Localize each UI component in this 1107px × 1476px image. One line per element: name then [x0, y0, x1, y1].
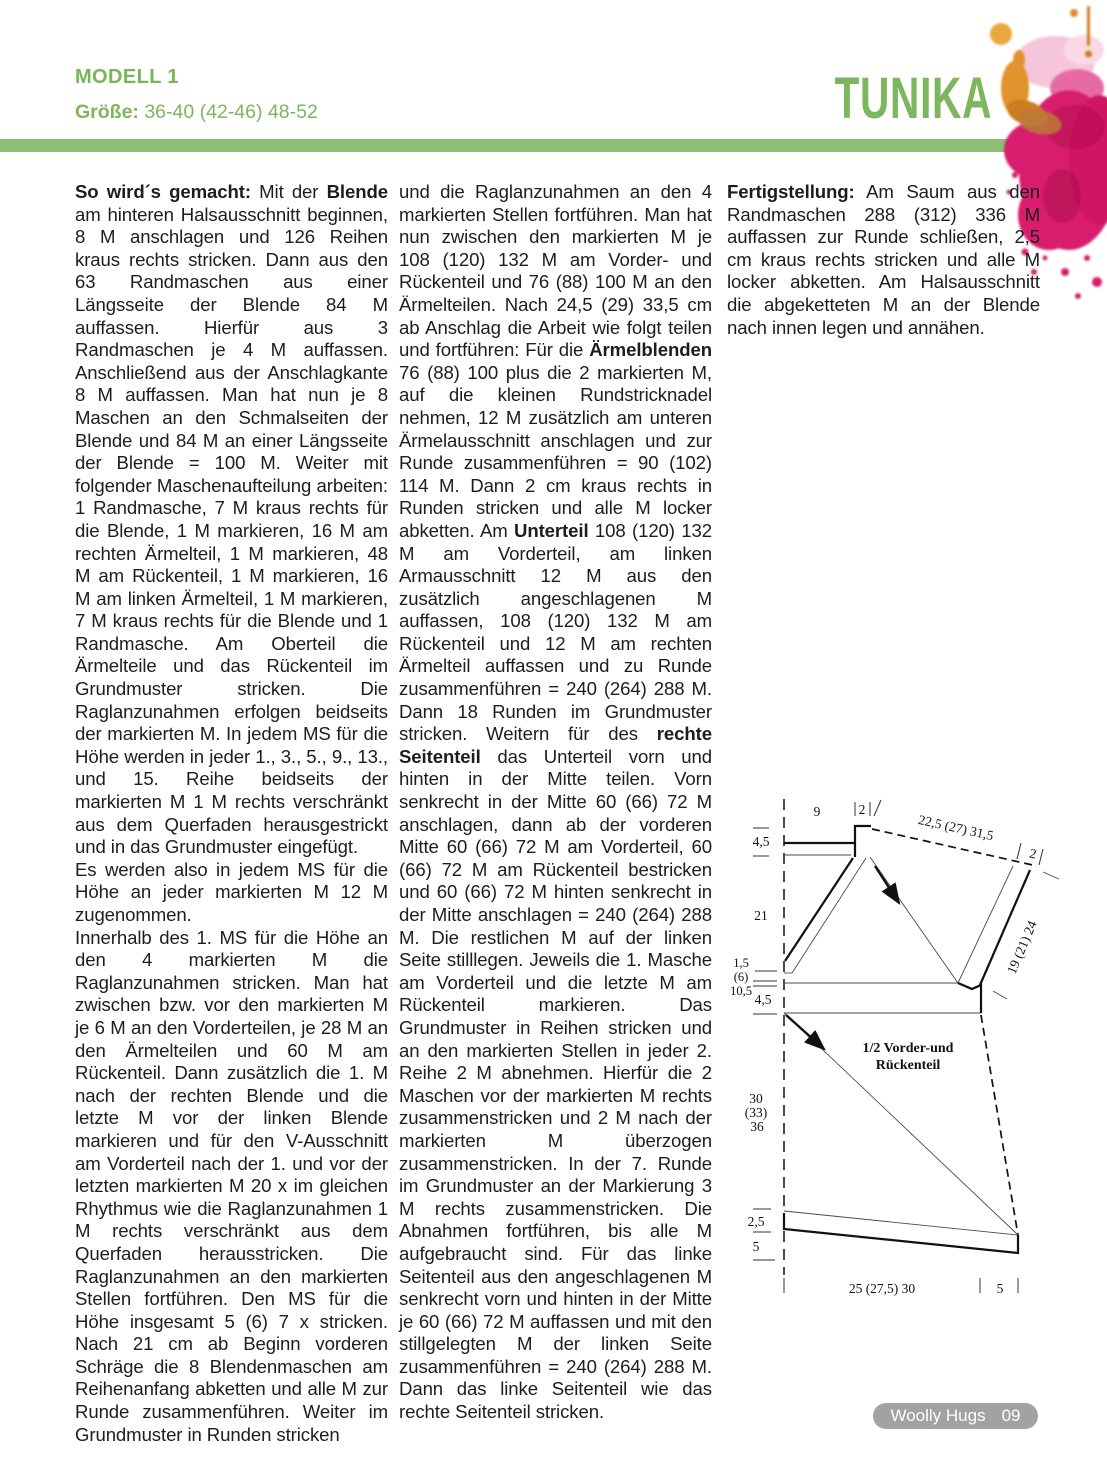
size-line	[75, 101, 318, 124]
label-6: (6)	[733, 970, 749, 984]
header-rule	[0, 139, 1018, 152]
label-30: 30	[749, 1091, 763, 1106]
piece-label-line2: Rückenteil	[875, 1058, 941, 1073]
label-bottom-5: 5	[996, 1281, 1004, 1296]
schematic-dashed-lines	[784, 799, 1037, 1275]
pattern-schematic	[725, 783, 1107, 1408]
label-25: 2,5	[747, 1214, 765, 1229]
size-label: Größe:	[75, 101, 139, 123]
label-45-top: 4,5	[752, 834, 770, 849]
column-3	[727, 181, 1040, 339]
label-right-2: 2	[1028, 845, 1038, 862]
measure-labels	[730, 802, 1040, 1296]
paragraph: und die Raglanzunahmen an den 4 markierten Stellen fortführen. Man hat nun zwischen den markierten M je 108 (120) 132 M am Vorder- und Rückenteil und 76 (88) 100 M an den Ärmelteilen. Nach 24,5 (29) 33,5 cm ab Anschlag die Arbeit wie folgt teilen und fortführen: Für die Ärmelblenden 76 (88) 100 plus die 2 markierten M, auf die kleinen Rundstricknadel nehmen, 12 M zusätzlich am unteren Ärmelausschnitt anschlagen und zur Runde zusammenführen = 90 (102) 114 M. Dann 2 cm kraus rechts in Runden stricken und alle M locker abketten. Am Unterteil 108 (120) 132 M am Vorderteil, am linken Armausschnitt 12 M aus den zusätzlich angeschlagenen M auffassen, 108 (120) 132 M am Rückenteil und 12 M am rechten Ärmelteil auffassen und zu Runde zusammenführen = 240 (264) 288 M. Dann 18 Runden im Grundmuster stricken. Weitern für des rechte Seitenteil das Unterteil vorn und hinten in der Mitte teilen. Vorn senkrecht in der Mitte 60 (66) 72 M anschlagen, dann ab der vorderen Mitte 60 (66) 72 M am Vorderteil, 60 (66) 72 M am Rückenteil bestricken und 60 (66) 72 M hinten senkrecht in der Mitte anschlagen = 240 (264) 288 M. Die restlichen M auf der linken Seite stilllegen. Jeweils die 1. Masche am Vorderteil und die letzte M am Rückenteil markieren. Das Grundmuster in Reihen stricken und an den markierten Stellen in jeder 2. Reihe 2 M abnehmen. Hierfür die 2 Maschen vor der markierten M rechts zusammenstricken und 2 M nach der markierten M überzogen zusammenstricken. In der 7. Runde im Grundmuster an der Markierung 3 M rechts zusammenstricken. Die Abnahmen fortführen, bis alle M aufgebraucht sind. Für das linke Seitenteil aus den angeschlagenen M senkrecht vorn und hinten in der Mitte je 60 (66) 72 M auffassen und mit den stillgelegten M der linken Seite zusammenführen = 240 (264) 288 M. Dann das linke Seitenteil wie das rechte Seitenteil stricken.	[399, 181, 712, 1423]
paragraph: Fertigstellung: Am Saum aus den Randmaschen 288 (312) 336 M auffassen zur Runde schließen, 2,5 cm kraus rechts stricken und alle M locker abketten. Am Halsausschnitt die abgeketteten M an der Blende nach innen legen und annähen.	[727, 181, 1040, 338]
label-33: (33)	[744, 1105, 768, 1120]
label-5-left: 5	[752, 1239, 760, 1254]
brand-badge	[873, 1403, 1038, 1429]
label-top-2: 2	[858, 802, 866, 817]
paragraph: Es werden also in jedem MS für die Höhe an jeder markierten M 12 M zugenommen.	[75, 858, 388, 925]
paragraph: So wird´s gemacht: Mit der Blende am hinteren Halsausschnitt beginnen, 8 M anschlagen und 126 Reihen kraus rechts stricken. Dann aus den 63 Randmaschen aus einer Längsseite der Blende 84 M auffassen. Hierfür aus 3 Randmaschen je 4 M auffassen. Anschließend aus der Anschlagkante 8 M auffassen. Man hat nun je 8 Maschen an den Schmalseiten der Blende und 84 M an einer Längsseite der Blende = 100 M. Weiter mit folgender Maschenaufteilung arbeiten: 1 Randmasche, 7 M kraus rechts für die Blende, 1 M markieren, 16 M am rechten Ärmelteil, 1 M markieren, 48 M am Rückenteil, 1 M markieren, 16 M am linken Ärmelteil, 1 M markieren, 7 M kraus rechts für die Blende und 1 Randmasche. Am Oberteil die Ärmelteile und das Rückenteil im Grundmuster stricken. Die Raglanzunahmen erfolgen beidseits der markierten M. In jedem MS für die Höhe werden in jeder 1., 3., 5., 9., 13., und 15. Reihe beidseits der markierten M 1 M rechts verschränkt aus dem Querfaden herausgestrickt und in das Grundmuster eingefügt.	[75, 181, 388, 858]
paragraph: Innerhalb des 1. MS für die Höhe an den 4 markierten M die Raglanzunahmen stricken. Man hat zwischen bzw. vor den markierten M je 6 M an den Vorderteilen, je 28 M an den Ärmelteilen und 60 M am Rückenteil. Dann zusätzlich die 1. M nach der rechten Blende und die letzte M vor der linken Blende markieren und für den V-Ausschnitt am Vorderteil nach der 1. und vor der letzten markierten M 20 x im gleichen Rhythmus wie die Raglanzunahmen 1 M rechts verschränkt aus dem Querfaden herausstricken. Die Raglanzunahmen an den markierten Stellen fortführen. Den MS für die Höhe insgesamt 5 (6) 7 x stricken. Nach 21 cm ab Beginn vorderen Schräge die 8 Blendenmaschen am Reihenanfang abketten und alle M zur Runde zusammenführen. Weiter im Grundmuster in Runden stricken	[75, 926, 388, 1445]
schematic-outline	[784, 826, 1030, 1253]
label-raglan-length: 22,5 (27) 31,5	[917, 812, 995, 844]
knit-direction-arrows	[786, 866, 899, 1049]
page-number: 09	[1001, 1406, 1021, 1425]
column-2	[399, 181, 712, 1424]
label-21: 21	[754, 908, 768, 923]
label-sleeve-length: 19 (21) 24	[1003, 918, 1040, 977]
page-title: TUNIKA	[834, 66, 992, 131]
label-36: 36	[750, 1119, 764, 1134]
label-top-width: 9	[813, 804, 821, 819]
label-45-mid: 4,5	[754, 992, 772, 1007]
label-15: 1,5	[733, 956, 749, 970]
model-number: MODELL 1	[75, 66, 179, 88]
size-value: 36-40 (42-46) 48-52	[138, 101, 318, 123]
column-1	[75, 181, 388, 1446]
label-105: 10,5	[730, 984, 752, 998]
brand-name: Woolly Hugs	[890, 1406, 986, 1425]
piece-label-line1: 1/2 Vorder-und	[862, 1041, 954, 1056]
label-bottom-width: 25 (27,5) 30	[848, 1281, 916, 1296]
